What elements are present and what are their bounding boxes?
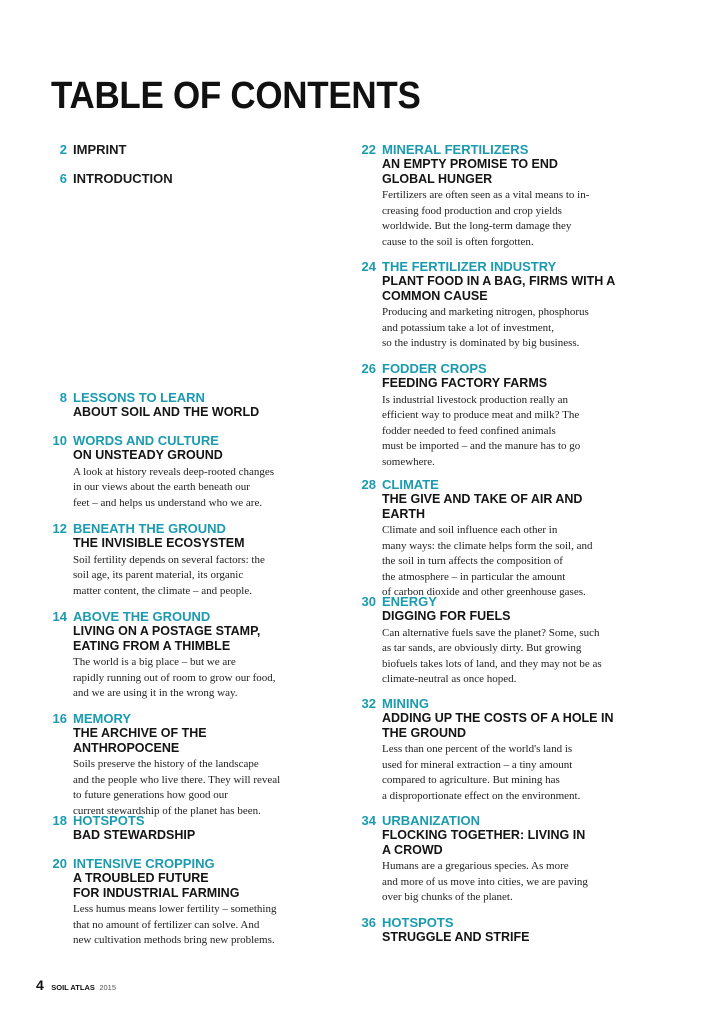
footer-publication: SOIL ATLAS [51,983,95,992]
entry-title: COMMON CAUSE [382,288,488,303]
entry-title: EATING FROM A THIMBLE [73,638,231,653]
entry-category: MINERAL FERTILIZERS [382,142,529,157]
entry-description: Fertilizers are often seen as a vital means to in- creasing food production and crop yields worldwide. But the long-term damage they cause to the soil is often forgotten. [382,189,590,248]
toc-entry[interactable] [47,609,309,702]
entry-title: FEEDING FACTORY FARMS [382,376,548,390]
entry-title: FLOCKING TOGETHER: LIVING IN [382,828,586,842]
toc-entry[interactable] [356,259,618,352]
toc-entry[interactable] [356,813,618,906]
entry-description: Soils preserve the history of the landscape and the people who live there. They will reveal to future generations how good our current stewardship of the planet has been. [73,758,281,817]
page-number: 20 [52,856,67,871]
toc-entry[interactable] [47,856,309,949]
entry-description: Humans are a gregarious species. As more and more of us move into cities, we are paving over big chunks of the planet. [382,860,588,903]
entry-category: BENEATH THE GROUND [73,521,226,536]
entry-description: Soil fertility depends on several factors: the soil age, its parent material, its organic matter content, the climate – and people. [73,553,265,597]
entry-title: FOR INDUSTRIAL FARMING [73,885,240,900]
page-title: TABLE OF CONTENTS [51,75,421,117]
entry-category: ABOVE THE GROUND [73,609,211,624]
entry-title: A TROUBLED FUTURE [73,871,209,885]
entry-title: ADDING UP THE COSTS OF A HOLE IN [382,711,614,725]
entry-title: A CROWD [382,842,443,857]
entry-category: ENERGY [382,594,437,609]
entry-title: THE GROUND [382,725,467,740]
page-number: 10 [52,433,67,448]
toc-entry-introduction[interactable] [47,171,309,186]
entry-title: LIVING ON A POSTAGE STAMP, [73,624,261,638]
entry-category: MINING [382,696,429,711]
entry-category: CLIMATE [382,477,439,492]
entry-category: HOTSPOTS [73,813,145,828]
entry-description: Can alternative fuels save the planet? Some, such as tar sands, are obviously dirty. But growing biofuels takes lots of land, and they may not be as climate-neutral as once hoped. [382,626,602,685]
entry-category: FODDER CROPS [382,361,487,376]
entry-title: THE GIVE AND TAKE OF AIR AND EARTH [382,492,583,521]
toc-entry[interactable] [47,390,309,420]
footer-page-number: 4 [36,977,44,993]
page-number: 34 [361,813,376,828]
entry-description: Less humus means lower fertility – something that no amount of fertilizer can solve. And new cultivation methods bring new problems. [73,903,277,946]
toc-entry[interactable] [356,142,618,250]
entry-heading: INTRODUCTION [73,171,173,186]
entry-title: STRUGGLE AND STRIFE [382,930,530,944]
page-number: 14 [52,609,67,624]
page-number: 22 [361,142,376,157]
toc-entry[interactable] [356,696,618,804]
page-number: 32 [361,696,376,711]
entry-category: LESSONS TO LEARN [73,390,205,405]
entry-heading: IMPRINT [73,142,127,157]
page-footer [36,977,116,995]
page-number: 26 [361,361,376,376]
page-number: 8 [59,390,67,405]
entry-category: WORDS AND CULTURE [73,433,219,448]
entry-category: HOTSPOTS [382,915,454,930]
footer-year: 2015 [99,983,117,992]
entry-description: Producing and marketing nitrogen, phosphorus and potassium take a lot of investment, so the industry is dominated by big business. [382,306,589,349]
entry-description: Less than one percent of the world's land is used for mineral extraction – a tiny amount compared to agriculture. But mining has a disproportionate effect on the environment. [382,743,581,802]
entry-description: The world is a big place – but we are rapidly running out of room to grow our food, and we are using it in the wrong way. [73,656,276,699]
toc-entry[interactable] [47,433,309,511]
toc-entry[interactable] [47,711,309,819]
page-number: 28 [361,477,376,492]
entry-description: Is industrial livestock production really an efficient way to produce meat and milk? The fodder needed to feed confined animals must be imported – and the manure has to go somewhere. [382,393,581,468]
entry-title: PLANT FOOD IN A BAG, FIRMS WITH A [382,274,616,288]
toc-entry-imprint[interactable] [47,142,309,157]
entry-title: THE ARCHIVE OF THE ANTHROPOCENE [73,726,207,755]
entry-description: A look at history reveals deep-rooted changes in our views about the earth beneath our feet – and helps us understand who we are. [73,465,274,509]
entry-title: ABOUT SOIL AND THE WORLD [73,405,260,419]
page-number: 6 [59,171,67,186]
toc-entry[interactable] [47,521,309,599]
page-number: 24 [361,259,376,274]
entry-title: ON UNSTEADY GROUND [73,448,223,462]
page-number: 12 [52,521,67,536]
page-number: 36 [361,915,376,930]
entry-category: URBANIZATION [382,813,480,828]
entry-title: GLOBAL HUNGER [382,171,493,186]
toc-entry[interactable] [47,813,309,843]
toc-entry[interactable] [356,915,618,945]
toc-entry[interactable] [356,477,618,601]
toc-entry[interactable] [356,361,618,470]
entry-category: MEMORY [73,711,132,726]
entry-title: BAD STEWARDSHIP [73,828,196,842]
page-number: 30 [361,594,376,609]
entry-description: Climate and soil influence each other in many ways: the climate helps form the soil, and the soil in turn affects the composition of the atmosphere – in particular the amount of carbon dioxide and other greenhouse gases. [382,524,593,598]
entry-title: AN EMPTY PROMISE TO END [382,157,558,171]
entry-category: INTENSIVE CROPPING [73,856,215,871]
entry-category: THE FERTILIZER INDUSTRY [382,259,557,274]
page-number: 2 [59,142,67,157]
entry-title: DIGGING FOR FUELS [382,609,511,623]
page-number: 16 [52,711,67,726]
entry-title: THE INVISIBLE ECOSYSTEM [73,536,245,550]
toc-entry[interactable] [356,594,618,688]
page-number: 18 [52,813,67,828]
